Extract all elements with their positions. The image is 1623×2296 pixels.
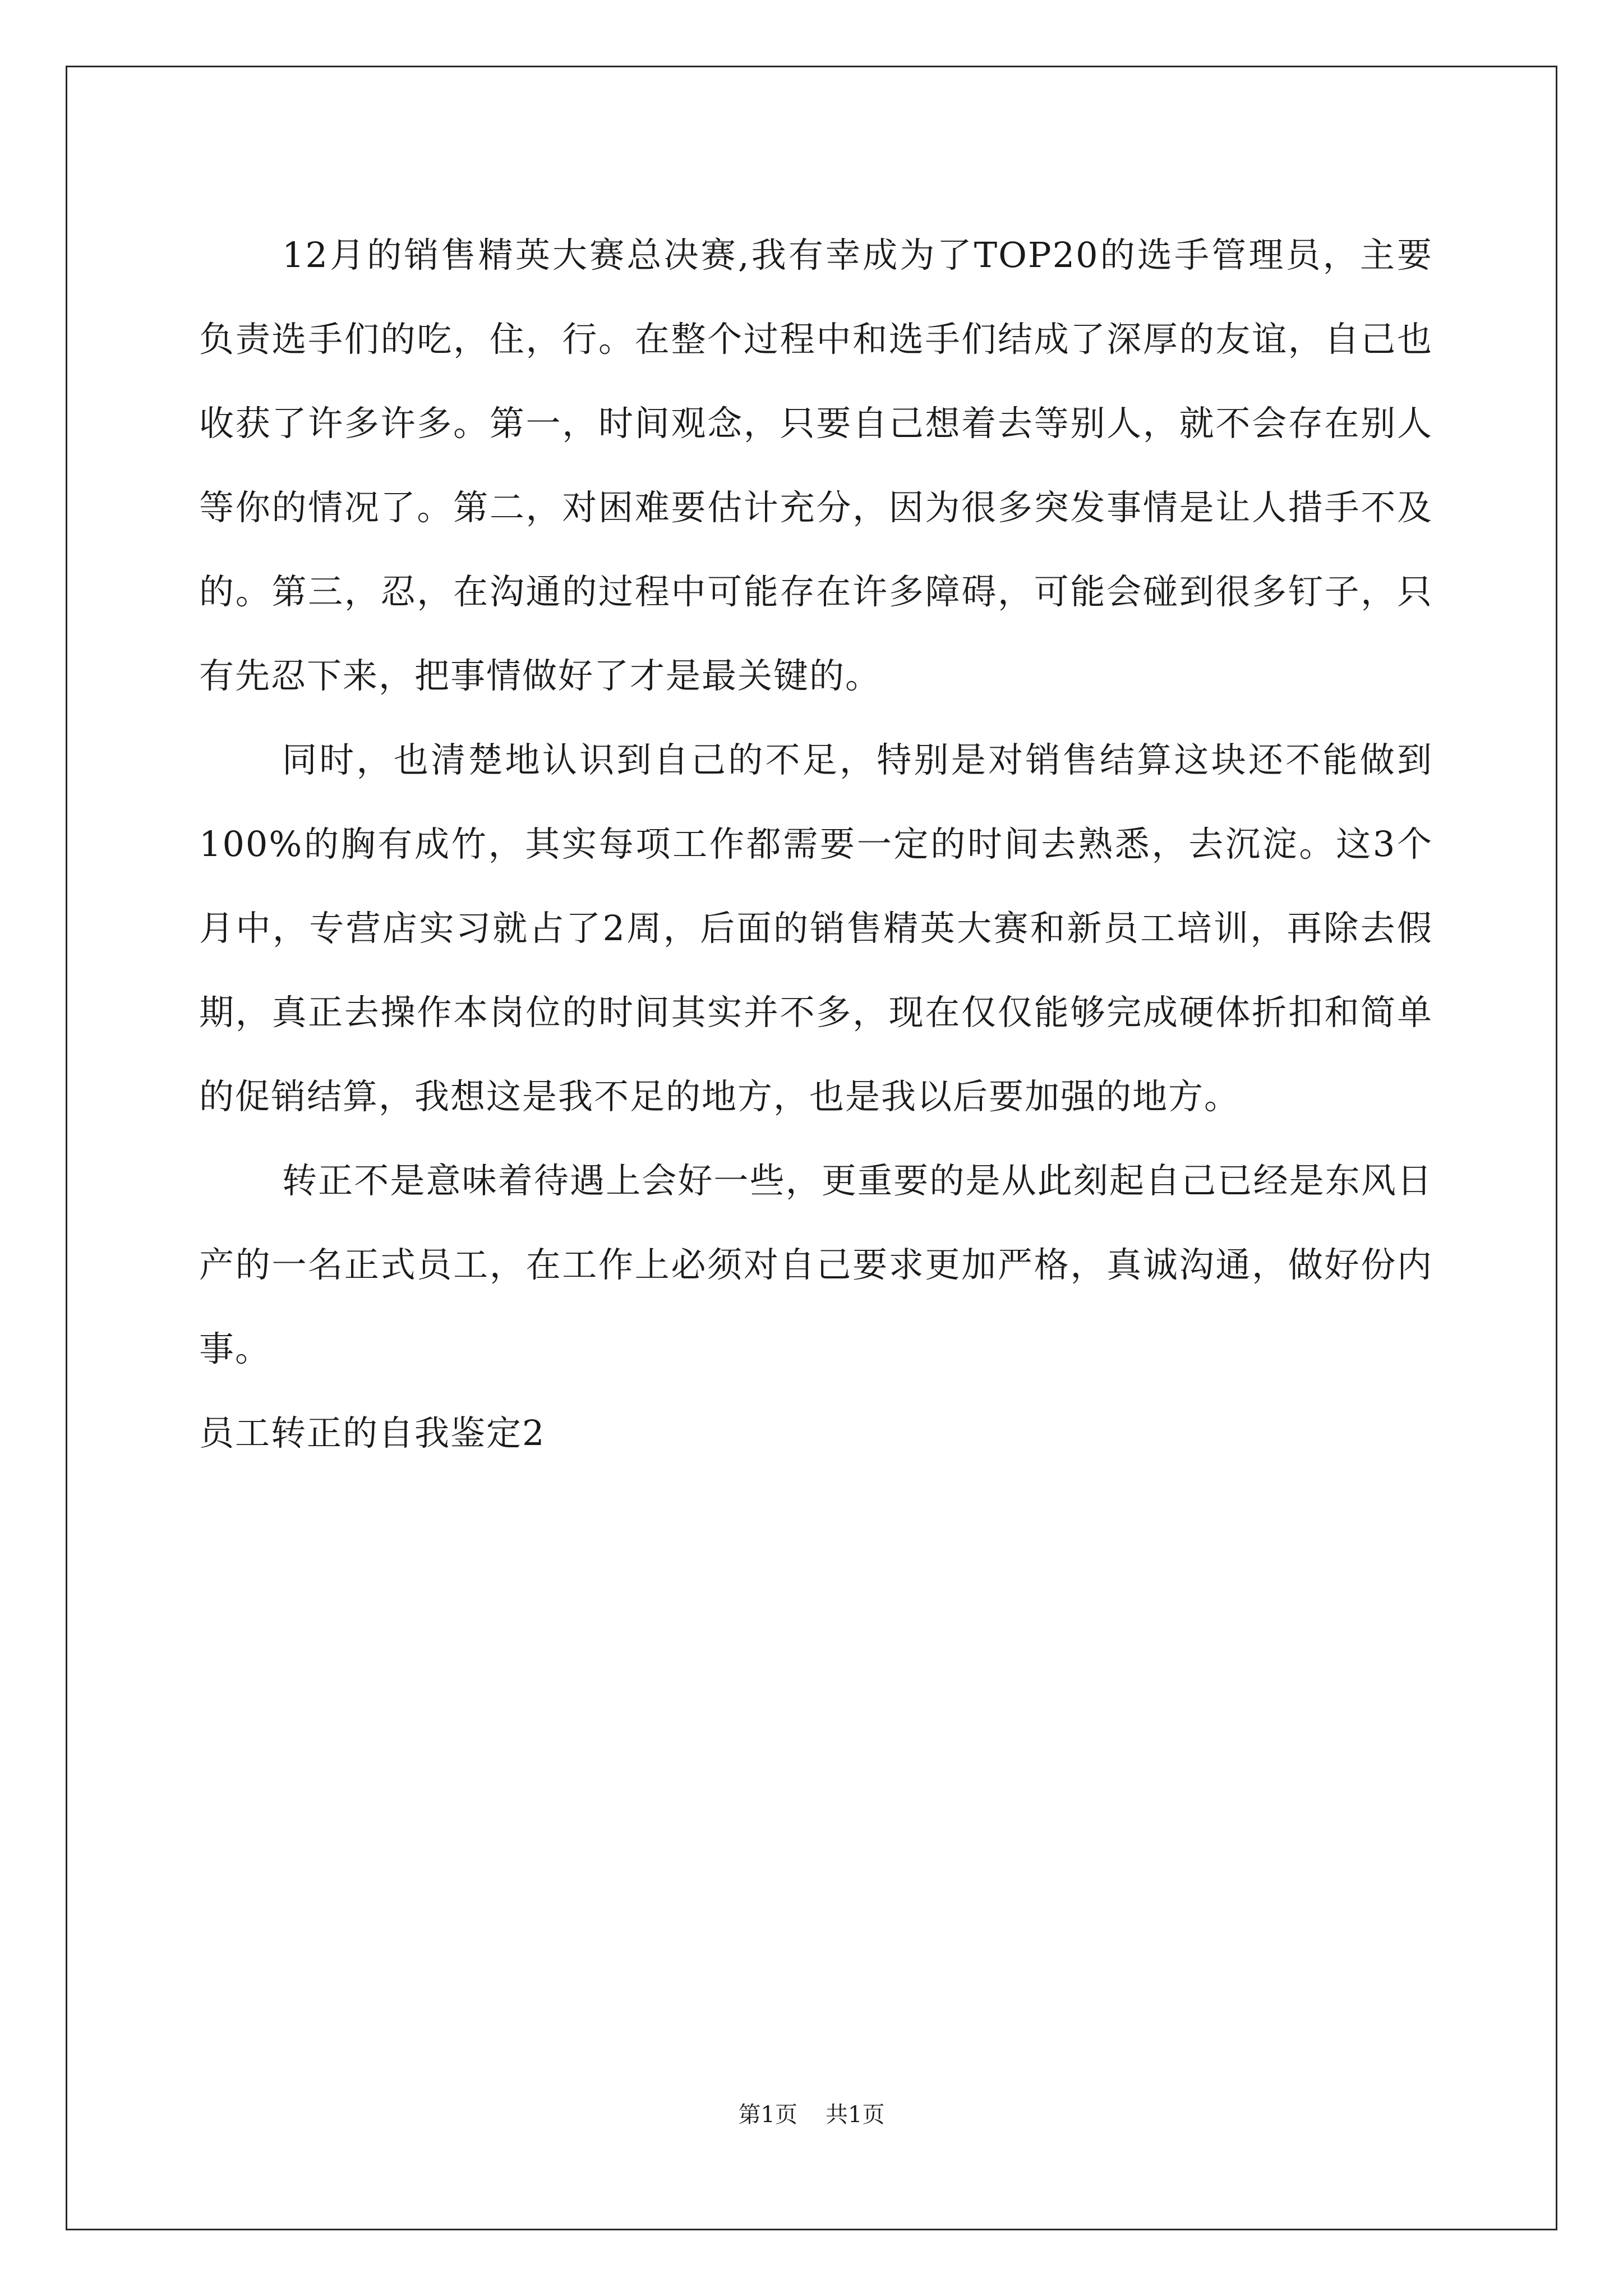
paragraph-3: 转正不是意味着待遇上会好一些，更重要的是从此刻起自己已经是东风日产的一名正式员工，在工作上必须对自己要求更加严格，真诚沟通，做好份内事。 (199, 1160, 1433, 1369)
document-body (199, 213, 1433, 1475)
paragraph-1: 12月的销售精英大赛总决赛,我有幸成为了TOP20的选手管理员，主要负责选手们的吃，住，行。在整个过程中和选手们结成了深厚的友谊，自己也收获了许多许多。第一，时间观念，只要自己想着去等别人，就不会存在别人等你的情况了。第二，对困难要估计充分，因为很多突发事情是让人措手不及的。第三，忍，在沟通的过程中可能存在许多障碍，可能会碰到很多钉子，只有先忍下来，把事情做好了才是最关键的。 (199, 234, 1433, 696)
page-total: 共1页 (826, 2102, 885, 2128)
section-heading: 员工转正的自我鉴定2 (199, 1412, 546, 1453)
paragraph-2: 同时，也清楚地认识到自己的不足，特别是对销售结算这块还不能做到100%的胸有成竹，其实每项工作都需要一定的时间去熟悉，去沉淀。这3个月中，专营店实习就占了2周，后面的销售精英大赛和新员工培训，再除去假期，真正去操作本岗位的时间其实并不多，现在仅仅能够完成硬体折扣和简单的促销结算，我想这是我不足的地方，也是我以后要加强的地方。 (199, 739, 1433, 1117)
page-number: 第1页 (738, 2102, 797, 2128)
page-footer (0, 2098, 1623, 2132)
